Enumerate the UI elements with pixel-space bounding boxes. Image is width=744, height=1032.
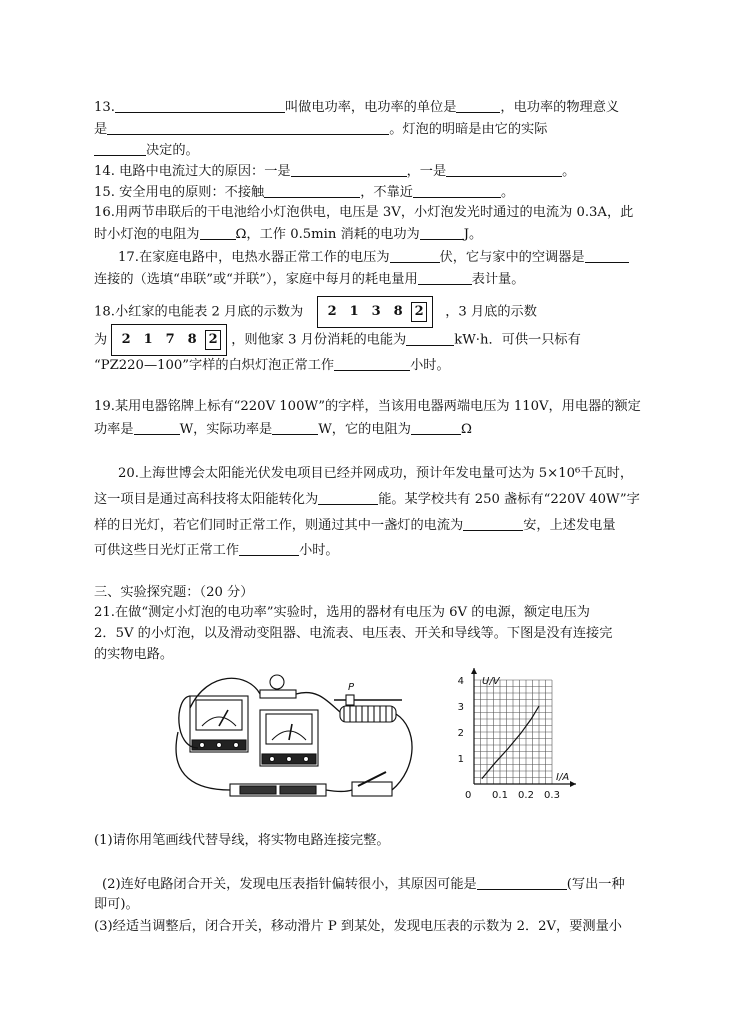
y-tick-label: 3 — [457, 702, 464, 713]
battery — [230, 784, 326, 796]
answer-blank[interactable] — [291, 162, 407, 177]
ammeter — [190, 696, 248, 752]
q21-line1 — [94, 604, 590, 622]
text: ，不靠近 — [360, 185, 413, 200]
meter-digit: 1 — [143, 332, 153, 347]
text: (3)经适当调整后，闭合开关，移动滑片 P 到某处，发现电压表的示数为 2．2V，要测量小 — [94, 919, 622, 934]
q18-line3 — [94, 356, 450, 375]
text: (1)请你用笔画线代替导线，将实物电路连接完整。 — [94, 833, 390, 848]
text: 小时。 — [410, 358, 450, 373]
text: Ω — [460, 422, 472, 437]
x-axis-label: I/A — [556, 772, 570, 783]
q21-line3 — [94, 646, 173, 664]
q13-line3 — [94, 141, 199, 160]
answer-blank[interactable] — [115, 98, 285, 113]
text: 能。某学校共有 250 盏标有“220V 40W”字 — [378, 492, 640, 507]
voltmeter — [260, 710, 318, 766]
text: ，一是 — [406, 164, 447, 179]
meter-digit: 3 — [371, 304, 381, 319]
text: 13. — [94, 100, 115, 115]
answer-blank[interactable] — [463, 516, 523, 531]
text: 19.某用电器铭牌上标有“220V 100W”的字样，当该用电器两端电压为 110V，用电器的额定 — [94, 399, 641, 414]
text: 14. 电路中电流过大的原因：一是 — [94, 164, 291, 179]
answer-blank[interactable] — [200, 225, 236, 240]
answer-blank[interactable] — [413, 183, 501, 198]
rheostat-slider-label: P — [348, 682, 355, 693]
text: 安，上述发电量 — [523, 518, 616, 533]
text: 表计量。 — [471, 272, 525, 287]
series-line — [482, 706, 539, 779]
text: “PZ220—100”字样的白炽灯泡正常工作 — [94, 358, 335, 373]
answer-blank[interactable] — [446, 162, 562, 177]
q14-line — [94, 162, 575, 181]
answer-blank[interactable] — [477, 875, 567, 890]
text: 小时。 — [299, 543, 339, 558]
text: 连接的（选填“串联”或“并联”），家庭中每月的耗电量用 — [94, 272, 418, 287]
text: 。 — [500, 185, 515, 200]
chart-series — [482, 706, 539, 779]
answer-blank[interactable] — [134, 420, 180, 435]
section-title: 三、实验探究题：（20 分） — [94, 585, 254, 600]
answer-blank[interactable] — [390, 248, 440, 263]
q20-line3 — [94, 516, 616, 535]
text: ，电功率的物理意义 — [500, 100, 620, 115]
answer-blank[interactable] — [264, 183, 360, 198]
text: W，实际功率是 — [179, 422, 273, 437]
text: J。 — [463, 227, 483, 242]
answer-blank[interactable] — [418, 270, 472, 285]
x-tick-label: 0.2 — [518, 790, 534, 801]
meter-digit: 2 — [121, 332, 131, 347]
q16-line1 — [94, 204, 633, 222]
text: 20.上海世博会太阳能光伏发电项目已经并网成功，预计年发电量可达为 5×10⁶千瓦时， — [118, 466, 634, 481]
q21-part2 — [102, 875, 625, 894]
text: 。 — [562, 164, 576, 179]
meter-digit: 8 — [393, 304, 403, 319]
answer-blank[interactable] — [406, 331, 454, 346]
text: 可供这些日光灯正常工作 — [94, 543, 240, 558]
meter-digit: 8 — [187, 332, 197, 347]
meter-digit: 1 — [349, 304, 359, 319]
text: 的实物电路。 — [94, 647, 174, 662]
meter-digit-decimal: 2 — [411, 302, 427, 322]
text: 15. 安全用电的原则：不接触 — [94, 185, 265, 200]
q20-line2 — [94, 490, 640, 509]
circuit-diagram — [168, 668, 422, 808]
meter-digit: 2 — [327, 304, 337, 319]
text: kW·h．可供一只标有 — [454, 332, 581, 348]
meter-mar — [111, 324, 227, 356]
q13-line1 — [94, 98, 619, 117]
text: 21.在做“测定小灯泡的电功率”实验时，选用的器材有电压为 6V 的电源，额定电压为 — [94, 605, 590, 620]
origin-label: 0 — [465, 790, 472, 801]
text: 。灯泡的明暗是由它的实际 — [389, 122, 548, 137]
text: 伏，它与家中的空调器是 — [439, 250, 585, 265]
answer-blank[interactable] — [272, 420, 318, 435]
text: 即可)。 — [94, 897, 139, 912]
q21-line2 — [94, 625, 612, 643]
answer-blank[interactable] — [318, 490, 378, 505]
text: 18.小红家的电能表 2 月底的示数为 — [94, 304, 304, 320]
y-tick-label: 2 — [457, 728, 464, 739]
x-tick-label: 0.1 — [492, 790, 508, 801]
switch — [352, 772, 392, 796]
q20-line4 — [94, 541, 339, 560]
answer-blank[interactable] — [411, 420, 461, 435]
answer-blank[interactable] — [334, 356, 410, 371]
u-i-chart — [448, 668, 590, 808]
answer-blank[interactable] — [239, 541, 299, 556]
bulb-icon — [260, 675, 296, 698]
q18-line2 — [94, 324, 581, 356]
text: 16.用两节串联后的干电池给小灯泡供电，电压是 3V，小灯泡发光时通过的电流为 0.3A，此 — [94, 205, 634, 220]
text: 这一项目是通过高科技将太阳能转化为 — [94, 492, 319, 507]
text: ，则他家 3 月份消耗的电能为 — [231, 332, 407, 348]
meter-digit-decimal: 2 — [205, 330, 221, 350]
q15-line — [94, 183, 514, 202]
q17-line2 — [94, 270, 524, 289]
q21-part2-cont — [94, 896, 139, 914]
text: 样的日光灯，若它们同时正常工作，则通过其中一盏灯的电流为 — [94, 518, 464, 533]
q21-part1 — [94, 832, 390, 850]
q19-line2 — [94, 420, 472, 439]
text: Ω，工作 0.5min 消耗的电功为 — [235, 227, 420, 242]
text: 功率是 — [94, 422, 134, 437]
y-axis-label: U/V — [482, 676, 500, 687]
q20-line1 — [118, 465, 633, 483]
answer-blank[interactable] — [420, 225, 464, 240]
text: 2．5V 的小灯泡，以及滑动变阻器、电流表、电压表、开关和导线等。下图是没有连接完 — [94, 626, 613, 641]
text: W，它的电阻为 — [318, 422, 411, 437]
q16-line2 — [94, 225, 482, 244]
y-tick-label: 1 — [457, 754, 464, 765]
x-tick-label: 0.3 — [544, 790, 560, 801]
text: 为 — [94, 332, 108, 348]
q13-line2 — [94, 120, 547, 139]
text: 叫做电功率，电功率的单位是 — [284, 100, 457, 115]
y-tick-label: 4 — [457, 676, 464, 687]
text: 17.在家庭电路中，电热水器正常工作的电压为 — [118, 250, 390, 265]
q17-line1 — [118, 248, 629, 267]
answer-blank[interactable] — [456, 98, 500, 113]
y-axis-arrow — [471, 668, 477, 674]
answer-blank[interactable] — [585, 248, 629, 263]
q21-part3 — [94, 918, 622, 936]
answer-blank[interactable] — [107, 120, 389, 135]
rheostat — [334, 695, 402, 722]
x-axis-arrow — [570, 781, 576, 787]
text: 时小灯泡的电阻为 — [94, 227, 200, 242]
text: 是 — [94, 122, 108, 137]
text: (写出一种 — [566, 877, 625, 892]
text: (2)连好电路闭合开关，发现电压表指针偏转很小，其原因可能是 — [102, 877, 477, 892]
chart-grid — [474, 680, 552, 784]
text: ，3 月底的示数 — [445, 304, 537, 320]
q19-line1 — [94, 398, 641, 416]
answer-blank[interactable] — [94, 141, 146, 156]
meter-digit: 7 — [165, 332, 175, 347]
text: 决定的。 — [146, 143, 199, 158]
